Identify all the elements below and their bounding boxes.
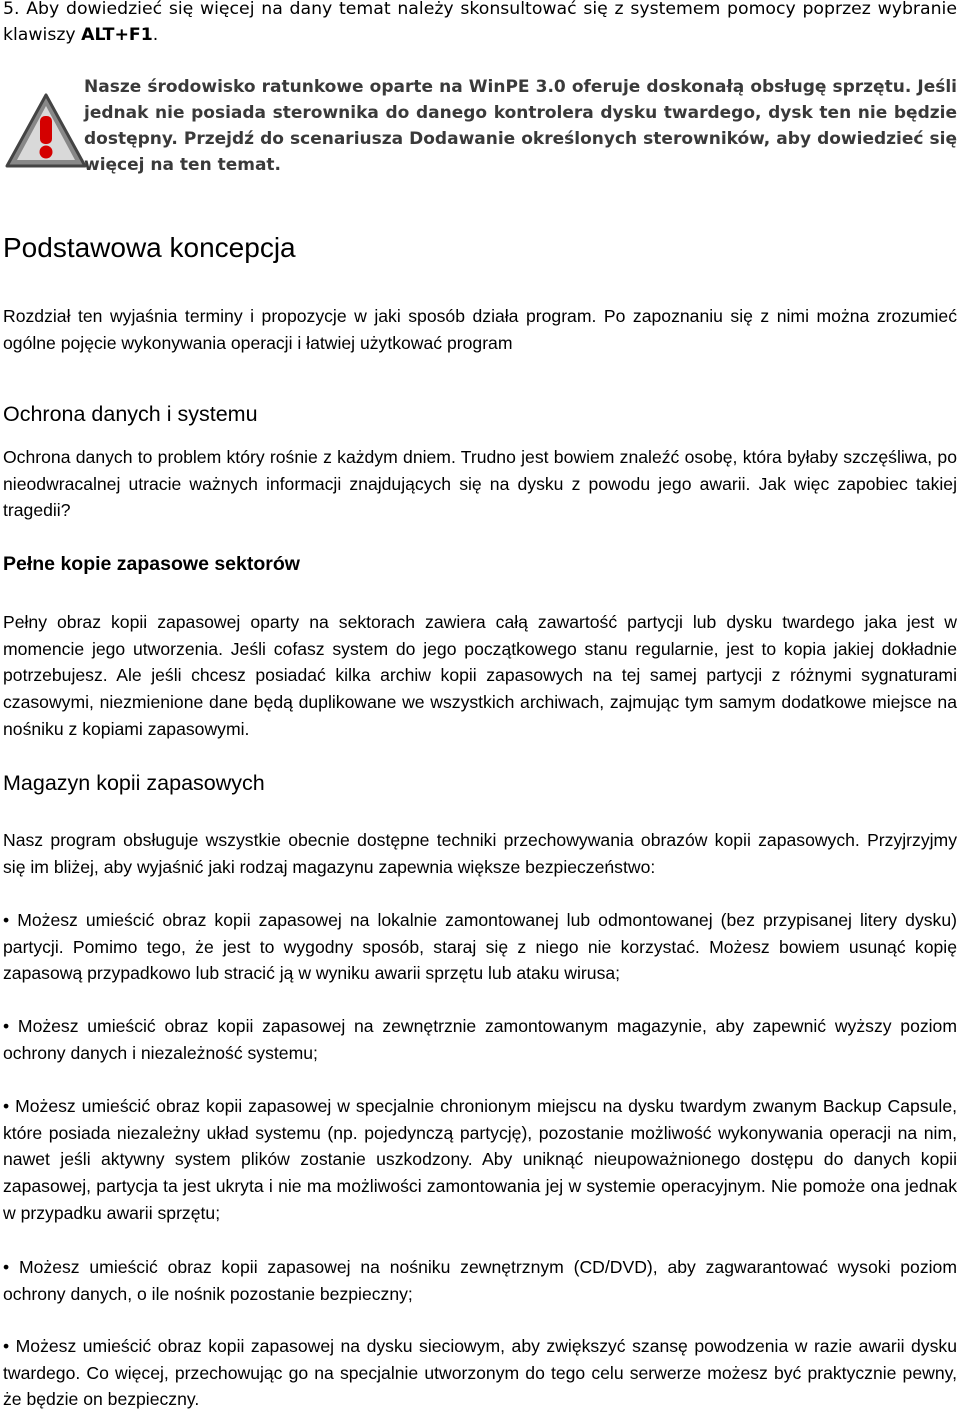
section-intro: Rozdział ten wyjaśnia terminy i propozycje w jaki sposób działa program. Po zapoznaniu się z nimi można zrozumieć ogólne pojęcie wykonywania operacji i łatwiej użytkować program <box>3 306 957 353</box>
warning-text: Nasze środowisko ratunkowe oparte na WinPE 3.0 oferuje doskonałą obsługę sprzętu. Jeśli jednak nie posiada sterownika do danego kontrolera dysku twardego, dysk ten nie będzie dostępny. Przejdź do scenariusza Dodawanie określonych sterowników, aby dowiedzieć się więcej na ten temat. <box>84 77 957 175</box>
sector-backup-heading: Pełne kopie zapasowe sektorów <box>3 553 300 575</box>
intro-text: 5. Aby dowiedzieć się więcej na dany temat należy skonsultować się z systemem pomocy poprzez wybranie klawiszy <box>3 0 957 45</box>
storage-heading: Magazyn kopii zapasowych <box>3 771 265 795</box>
intro-paragraph <box>3 0 957 48</box>
warning-triangle-icon <box>4 92 88 170</box>
intro-shortcut: ALT+F1 <box>81 25 153 45</box>
protection-text: Ochrona danych to problem który rośnie z każdym dniem. Trudno jest bowiem znaleźć osobę, która byłaby szczęśliwa, po nieodwracalnej utracie ważnych informacji znajdujących się na dysku z powodu jego awarii. Jak więc zapobiec takiej tragedii? <box>3 447 957 521</box>
storage-bullet-capsule: • Możesz umieścić obraz kopii zapasowej w specjalnie chronionym miejscu na dysku twardym zwanym Backup Capsule, które posiada niezależny układ systemu (np. pojedynczą partycję), pozostanie możliwość wykonywania operacji na nim, nawet jeśli aktywny system plików zostanie uszkodzony. Aby uniknąć nieupoważnionego dostępu do danych kopii zapasowej, partycja ta jest ukryta i nie ma możliwości zamontowania jej w systemie operacyjnym. Nie pomoże ona jednak w przypadku awarii sprzętu; <box>3 1096 957 1223</box>
intro-end: . <box>152 25 159 45</box>
storage-bullet-local: • Możesz umieścić obraz kopii zapasowej na lokalnie zamontowanej lub odmontowanej (bez przypisanej litery dysku) partycji. Pomimo tego, że jest to wygodny sposób, staraj się z niego nie korzystać. Możesz bowiem usunąć kopię zapasową przypadkowo lub stracić ją w wyniku awarii sprzętu lub ataku wirusa; <box>3 910 957 984</box>
storage-text: Nasz program obsługuje wszystkie obecnie dostępne techniki przechowywania obrazów kopii zapasowych. Przyjrzyjmy się im bliżej, aby wyjaśnić jaki rodzaj magazynu zapewnia większe bezpieczeństwo: <box>3 830 957 877</box>
storage-bullet-cd-dvd: • Możesz umieścić obraz kopii zapasowej na nośniku zewnętrznym (CD/DVD), aby zagwarantować wysoki poziom ochrony danych, o ile nośnik pozostanie bezpieczny; <box>3 1257 957 1304</box>
sector-backup-text: Pełny obraz kopii zapasowej oparty na sektorach zawiera całą zawartość partycji lub dysku twardego jaka jest w momencie jego utworzenia. Jeśli cofasz system do jego początkowego stanu regularnie, jest to kopia jakiej dokładnie potrzebujesz. Ale jeśli chcesz posiadać kilka archiw kopii zapasowych na tej samej partycji z różnymi sygnaturami czasowymi, niezmienione dane będą duplikowane we wszystkich archiwach, zajmując tym samym dodatkowe miejsce na nośniku z kopiami zapasowymi. <box>3 612 957 739</box>
protection-heading: Ochrona danych i systemu <box>3 402 258 426</box>
storage-bullet-external: • Możesz umieścić obraz kopii zapasowej na zewnętrznie zamontowanym magazynie, aby zapewnić wyższy poziom ochrony danych i niezależność systemu; <box>3 1016 957 1063</box>
section-title: Podstawowa koncepcja <box>3 232 296 263</box>
storage-bullet-network: • Możesz umieścić obraz kopii zapasowej na dysku sieciowym, aby zwiększyć szansę powodzenia w razie awarii dysku twardego. Co więcej, przechowując go na specjalnie utworzonym do tego celu serwerze możesz być praktycznie pewny, że będzie on bezpieczny. <box>3 1336 957 1410</box>
